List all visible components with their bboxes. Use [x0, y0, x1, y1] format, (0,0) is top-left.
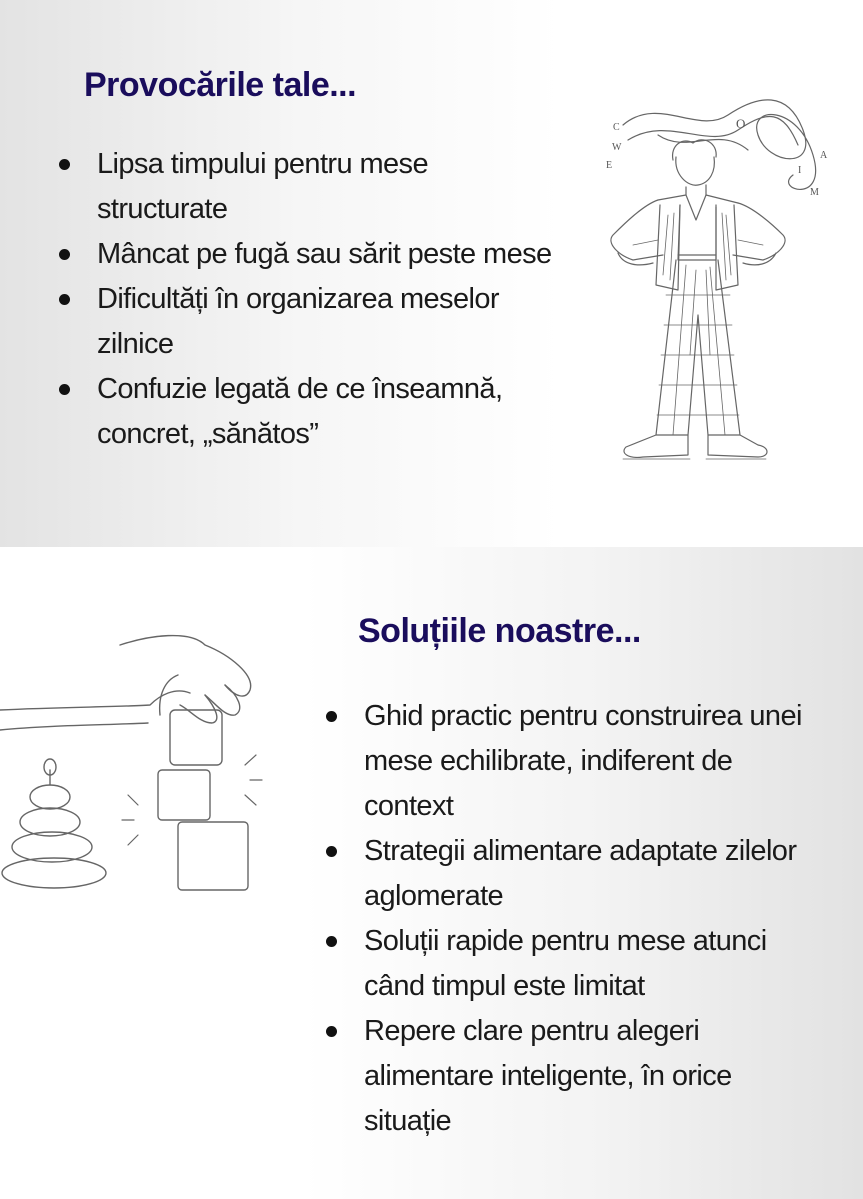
list-item: Repere clare pentru alegeri alimentare inteligente, în orice situație	[322, 1009, 822, 1144]
swirl-letter: I	[798, 165, 802, 176]
list-item: Ghid practic pentru construirea unei mese echilibrate, indiferent de context	[322, 694, 822, 829]
list-item: Mâncat pe fugă sau sărit peste mese	[55, 232, 555, 277]
list-item: Dificultăți în organizarea meselor zilnice	[55, 277, 555, 367]
solutions-list	[322, 694, 822, 1144]
challenges-title: Provocările tale...	[84, 66, 357, 104]
confused-person-illustration	[598, 95, 838, 465]
swirl-letter: A	[820, 150, 828, 161]
stacking-blocks-illustration	[0, 625, 270, 905]
swirl-letter: E	[606, 160, 613, 171]
challenges-list	[55, 142, 555, 457]
list-item: Confuzie legată de ce înseamnă, concret, „sănătos”	[55, 367, 555, 457]
solutions-title: Soluțiile noastre...	[358, 612, 641, 650]
swirl-letter: W	[612, 142, 622, 153]
swirl-letter: O	[736, 116, 746, 131]
list-item: Lipsa timpului pentru mese structurate	[55, 142, 555, 232]
list-item: Strategii alimentare adaptate zilelor aglomerate	[322, 829, 822, 919]
list-item: Soluții rapide pentru mese atunci când timpul este limitat	[322, 919, 822, 1009]
swirl-letter: M	[810, 187, 819, 198]
swirl-letter: C	[613, 122, 620, 133]
